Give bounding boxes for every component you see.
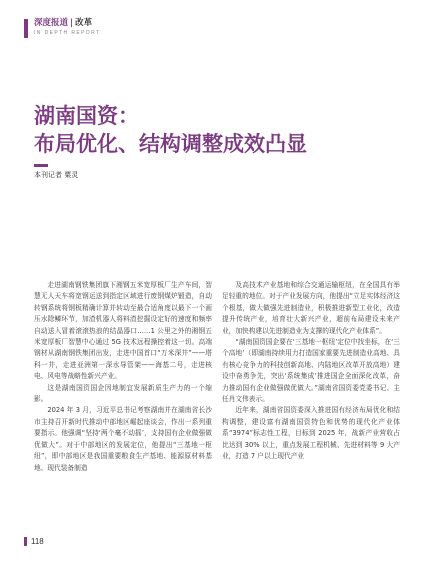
paragraph: 2024 年 3 月，习近平总书记考察湖南并在湖南省长沙市主持召开新时代推动中部地区崛起座谈会，作出一系列重要指示。他强调“坚持‘两个毫不动摇’，支持国有企业做强做优做大”。对于中部地区的发展定位，他提出“三基地一枢纽”，即中部地区是我国重要粮食生产基地、能源原材料基地、现代装备制造 (34, 406, 212, 472)
paragraph: 这是湖南国资国企因地制宜发展新质生产力的一个缩影。 (34, 383, 212, 404)
footer-accent-bar (24, 537, 27, 546)
right-column (222, 280, 400, 463)
title-rule (34, 164, 48, 167)
page-number: 118 (31, 537, 44, 546)
paragraph: “湖南国资国企要在‘三基地一枢纽’定位中找坐标，在‘三个高地’（即湖南持续用力打造国家重要先进制造业高地、具有核心竞争力的科技创新高地、内陆地区改革开放高地）建设中奋勇争先，突出‘系统集成’推进国企全面深化改革，奋力推动国有企业做强做优做大。”湖南省国资委党委书记、主任肖文伟表示。 (222, 338, 400, 404)
paragraph: 走进湖南钢铁集团旗下湘钢五米宽厚板厂生产车间，智慧无人天车将宽钢运送到指定区域进行废钢煤炉锻造，自动转钢系统将钢板精确计算并转动至最合适角度以最下一个画压水除鳞环节，加渣机器人将料渣挖掘设定好的速度和频率自动送入冒着滚滚热浪的结晶器口……1 公里之外的湘钢五米宽厚板厂智慧中心通过 5G 技术远程操控着这一切。高端钢材从湖南钢铁集团出发，走进中国首口“万米深井”——塔科一井，走进亚洲第一深水导管架——海基二号，走进核电、风电等战略性新兴产业。 (34, 281, 212, 381)
paragraph: 及高技术产业基地和综合交通运输枢纽，在全国具有举足轻重的地位。对于产业发展方向，他提出“立足实体经济这个根基，做大做强先进制造业，积极推进新型工业化，改造提升传统产业，培育壮大新兴产业，超前布局建设未来产业，加快构建以先进制造业为支撑的现代化产业体系”。 (222, 281, 400, 335)
header-accent-bar (24, 19, 28, 38)
header-subsection: 改革 (75, 18, 93, 28)
left-column (34, 280, 212, 474)
article-title-line2: 布局优化、结构调整成效凸显 (34, 131, 307, 156)
paragraph: 近年来，湖南省国资委深入推进国有经济布局优化和结构调整，建设富有湖南国资特色和优势的现代化产业体系“3974”标志性工程，目标到 2025 年，战新产业营收占比达到 30% 以上，重点发展工程机械、先进材料等 9 大产业，打造 7 户以上现代产业 (222, 406, 400, 461)
section-header (24, 18, 100, 40)
article-title-line1: 湖南国资： (34, 103, 139, 128)
header-section-row (34, 18, 100, 28)
header-titles (34, 18, 100, 37)
header-separator: | (70, 18, 74, 28)
header-english: IN DEPTH REPORT (34, 30, 101, 36)
page-footer (24, 537, 44, 546)
header-section: 深度报道 (34, 18, 69, 28)
byline: 本刊记者 粟灵 (34, 171, 79, 179)
